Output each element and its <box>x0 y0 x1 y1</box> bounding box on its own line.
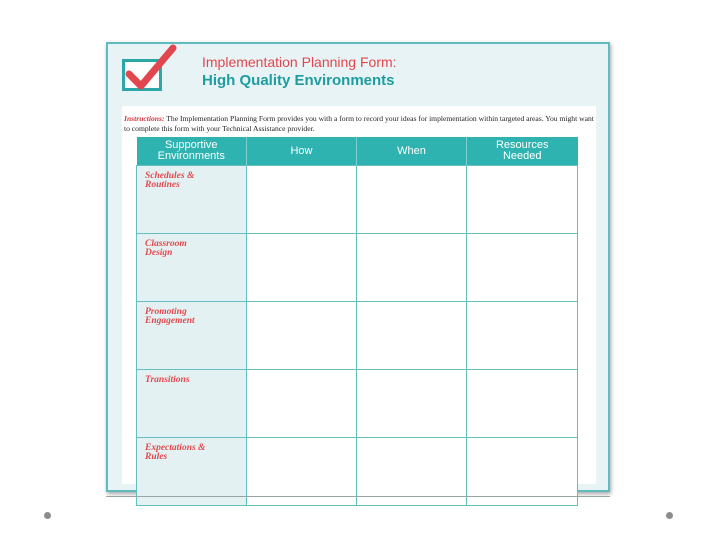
cell-resources[interactable] <box>467 302 578 370</box>
column-header-when: When <box>357 137 467 166</box>
form-page <box>106 42 610 492</box>
table-row <box>137 302 578 370</box>
form-title-line1: Implementation Planning Form: <box>202 54 397 70</box>
row-label-expectations-rules: Expectations & Rules <box>137 438 247 506</box>
cell-how[interactable] <box>247 234 357 302</box>
checkmark-box-icon <box>122 59 162 91</box>
cell-how[interactable] <box>247 370 357 438</box>
column-header-resources-needed: Resources Needed <box>467 137 578 166</box>
table-header-row <box>137 137 578 166</box>
form-title-line2: High Quality Environments <box>202 72 395 89</box>
planning-table <box>136 137 578 506</box>
cell-when[interactable] <box>357 166 467 234</box>
row-label-classroom-design: Classroom Design <box>137 234 247 302</box>
table-row <box>137 166 578 234</box>
row-label-promoting-engagement: Promoting Engagement <box>137 302 247 370</box>
instructions-label: Instructions: <box>124 114 165 123</box>
left-bullet-dot-icon <box>44 512 51 519</box>
table-row <box>137 370 578 438</box>
column-header-supportive-environments: Supportive Environments <box>137 137 247 166</box>
table-row <box>137 234 578 302</box>
right-bullet-dot-icon <box>666 512 673 519</box>
cell-when[interactable] <box>357 302 467 370</box>
cell-when[interactable] <box>357 370 467 438</box>
instructions-body: The Implementation Planning Form provides you with a form to record your ideas for implementation within targeted areas. You might want to complete this form with your Technical Assistance provider. <box>124 114 594 133</box>
cell-resources[interactable] <box>467 234 578 302</box>
cell-how[interactable] <box>247 302 357 370</box>
form-header <box>108 44 608 102</box>
column-header-how: How <box>247 137 357 166</box>
cell-resources[interactable] <box>467 370 578 438</box>
row-label-transitions: Transitions <box>137 370 247 438</box>
row-label-schedules-routines: Schedules & Routines <box>137 166 247 234</box>
instructions-text <box>124 114 594 134</box>
cell-resources[interactable] <box>467 166 578 234</box>
page-divider <box>106 496 610 497</box>
cell-how[interactable] <box>247 166 357 234</box>
cell-when[interactable] <box>357 234 467 302</box>
